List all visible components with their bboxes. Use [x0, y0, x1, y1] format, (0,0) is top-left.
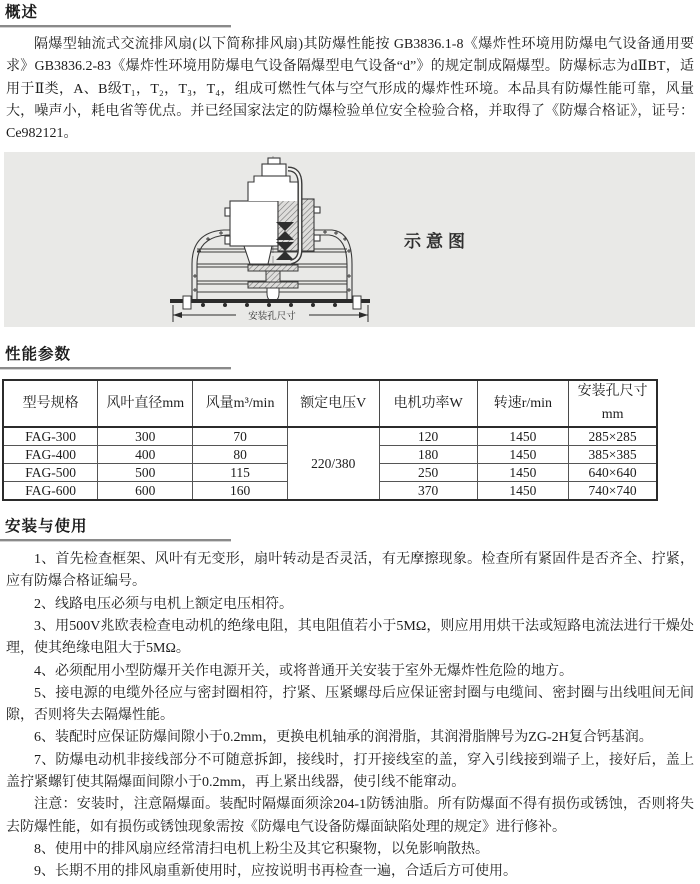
- table-row: [3, 427, 657, 446]
- cell-diameter: 500: [98, 464, 193, 482]
- cell-model: FAG-500: [3, 464, 98, 482]
- col-header-voltage: 额定电压V: [287, 380, 379, 427]
- performance-heading: 性能参数: [5, 346, 72, 364]
- instruction-item: 8、使用中的排风扇应经常清扫电机上粉尘及其它积聚物，以免影响散热。: [34, 841, 489, 857]
- col-header-speed: 转速r/min: [477, 380, 569, 427]
- cell-mounting: 740×740: [569, 482, 657, 501]
- dimension-label: 安装孔尺寸: [248, 312, 296, 323]
- cell-airflow: 160: [193, 482, 288, 501]
- installation-rule: [0, 539, 231, 542]
- col-header-airflow: 风量m³/min: [193, 380, 288, 427]
- schematic-figure: [4, 152, 695, 327]
- cell-airflow: 115: [193, 464, 288, 482]
- instruction-item: 7、防爆电动机非接线部分不可随意拆卸，接线时，打开接线室的盖，穿入引线接到端子上，接好后，盖上盖拧紧螺钉使其隔爆面间隙小于0.2mm，再上紧出线器，使引线不能窜动。: [6, 752, 694, 791]
- dimension-annotation: [173, 305, 368, 322]
- instruction-item: 9、长期不用的排风扇重新使用时，应按说明书再检查一遍，合适后方可使用。: [34, 864, 517, 880]
- cell-diameter: 300: [98, 427, 193, 446]
- installation-heading: 安装与使用: [5, 518, 88, 536]
- instruction-item: 4、必须配用小型防爆开关作电源开关，或将普通开关安装于室外无爆炸性危险的地方。: [34, 663, 573, 679]
- performance-rule: [0, 367, 231, 370]
- cell-mounting: 640×640: [569, 464, 657, 482]
- cell-model: FAG-300: [3, 427, 98, 446]
- cell-mounting: 385×385: [569, 446, 657, 464]
- overview-heading: 概述: [5, 4, 39, 21]
- overview-rule: [0, 25, 231, 28]
- motor-assembly: [225, 158, 320, 264]
- cell-speed: 1450: [477, 427, 569, 446]
- instruction-item: 3、用500V兆欧表检查电动机的绝缘电阻，其电阻值若小于5MΩ，则应用用烘干法或短路电流法进行干燥处理，使其绝缘电阻大于5MΩ。: [6, 618, 694, 657]
- cell-diameter: 400: [98, 446, 193, 464]
- performance-table: [2, 379, 658, 501]
- cell-power: 180: [379, 446, 477, 464]
- cell-speed: 1450: [477, 482, 569, 501]
- cell-power: 120: [379, 427, 477, 446]
- cell-voltage-merged: 220/380: [287, 427, 379, 500]
- cell-speed: 1450: [477, 446, 569, 464]
- instruction-item: 2、线路电压必须与电机上额定电压相符。: [34, 596, 293, 612]
- overview-paragraph: 隔爆型轴流式交流排风扇(以下简称排风扇)其防爆性能按 GB3836.1-8《爆炸性环境用防爆电气设备通用要求》GB3836.2-83《爆炸性环境用防爆电气设备隔爆型电气设备“d”》的规定制成隔爆型。防爆标志为dⅡBT，适用于Ⅱ类，A、B级T₁，T₂，T₃，T₄，组成可燃性气体与空气形成的爆炸性环境。本品具有防爆性能可靠，风量大，噪声小，耗电省等优点。并已经国家法定的防爆检验单位安全检验合格，并取得了《防爆合格证》，证号：Ce982121。: [6, 37, 694, 142]
- cell-power: 370: [379, 482, 477, 501]
- base-bolts: [201, 303, 337, 307]
- col-header-diameter: 风叶直径mm: [98, 380, 193, 427]
- cell-model: FAG-400: [3, 446, 98, 464]
- fan-hub: [248, 265, 298, 301]
- cell-diameter: 600: [98, 482, 193, 501]
- cell-mounting: 285×285: [569, 427, 657, 446]
- cell-airflow: 70: [193, 427, 288, 446]
- installation-instructions: [0, 549, 700, 883]
- col-header-model: 型号规格: [3, 380, 98, 427]
- col-header-mounting: 安装孔尺寸mm: [569, 380, 657, 427]
- cell-speed: 1450: [477, 464, 569, 482]
- instruction-item: 6、装配时应保证防爆间隙小于0.2mm，更换电机轴承的润滑脂，其润滑脂牌号为ZG-2H复合钙基润。: [34, 730, 653, 746]
- cell-model: FAG-600: [3, 482, 98, 501]
- instruction-item: 5、接电源的电缆外径应与密封圈相符，拧紧、压紧螺母后应保证密封圈与电缆间、密封圈与出线咀间无间隙，否则将失去隔爆性能。: [6, 685, 694, 724]
- instruction-item: 1、首先检查框架、风叶有无变形，扇叶转动是否灵活，有无摩擦现象。检查所有紧固件是否齐全、拧紧，应有防爆合格证编号。: [6, 552, 694, 590]
- fan-cross-section-drawing: [4, 152, 695, 327]
- table-header-row: [3, 380, 657, 427]
- figure-label: 示意图: [404, 232, 470, 252]
- col-header-power: 电机功率W: [379, 380, 477, 427]
- cell-power: 250: [379, 464, 477, 482]
- instruction-note: 注意：安装时，注意隔爆面。装配时隔爆面须涂204-1防锈油脂。所有防爆面不得有损伤或锈蚀，否则将失去防爆性能，如有损伤或锈蚀现象需按《防爆电气设备防爆面缺陷处理的规定》进行修补。: [6, 797, 694, 835]
- cell-airflow: 80: [193, 446, 288, 464]
